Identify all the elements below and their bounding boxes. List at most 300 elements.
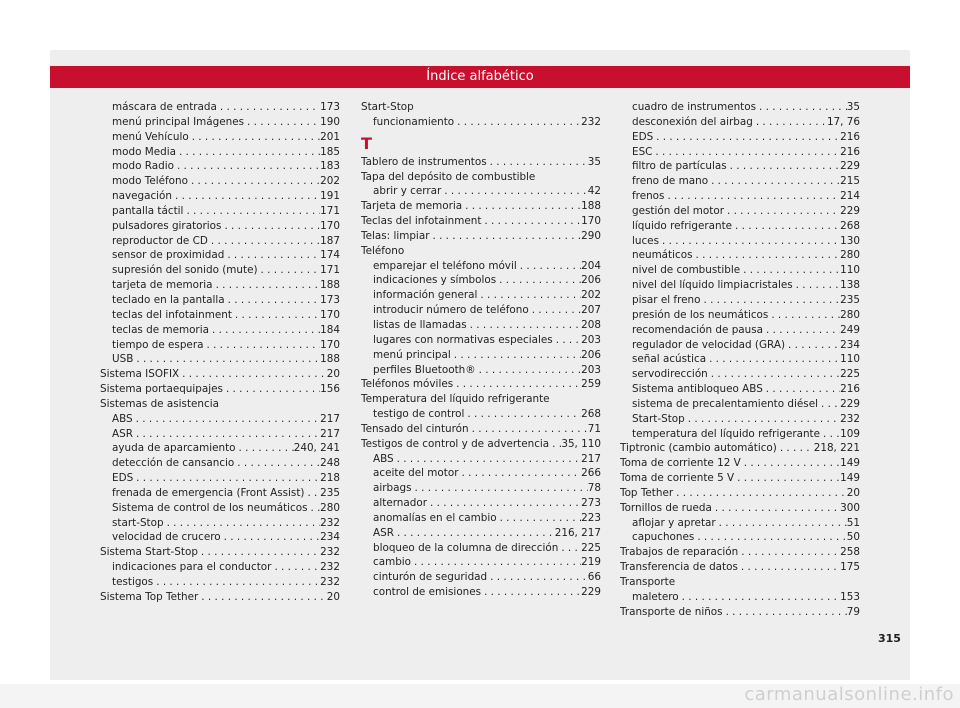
index-letter-heading: T (361, 133, 372, 153)
index-term: Top Tether (620, 486, 674, 499)
dot-leader (476, 363, 582, 378)
dot-leader (394, 526, 555, 541)
index-entry (100, 545, 340, 560)
index-term: Tornillos de rueda (620, 501, 712, 514)
page-reference: 225 (840, 368, 860, 381)
index-subentry (620, 189, 860, 204)
index-subentry (361, 511, 601, 526)
index-subentry (620, 248, 860, 263)
page-reference: 225 (581, 541, 601, 554)
index-term: frenos (632, 190, 665, 203)
index-subentry (100, 174, 340, 189)
page-reference: 110 (840, 353, 860, 366)
dot-leader (441, 184, 588, 199)
index-term: EDS (112, 472, 134, 485)
page-reference: 185 (320, 145, 340, 158)
index-entry (100, 367, 340, 382)
index-term: reproductor de CD (112, 234, 208, 247)
index-subentry (361, 184, 601, 199)
index-subentry (100, 486, 340, 501)
index-subentry (100, 575, 340, 590)
index-entry (620, 471, 860, 486)
index-subentry (361, 466, 601, 481)
index-term: presión de los neumáticos (632, 308, 769, 321)
index-entry (361, 377, 601, 392)
page-reference: 42 (587, 185, 601, 198)
index-term: modo Media (112, 145, 176, 158)
dot-leader (464, 407, 581, 422)
index-term: menú principal Imágenes (112, 115, 245, 128)
index-term: sensor de proximidad (112, 249, 225, 262)
page-reference: 149 (840, 472, 860, 485)
index-term: Start-Stop (632, 412, 685, 425)
dot-leader (694, 530, 846, 545)
dot-leader (133, 427, 320, 442)
page-reference: 170 (320, 338, 340, 351)
index-subentry (361, 348, 601, 363)
index-subentry (620, 367, 860, 382)
dot-leader (732, 219, 840, 234)
page-reference: 190 (320, 115, 340, 128)
index-subentry (361, 407, 601, 422)
page-reference: 232 (581, 115, 601, 128)
index-term: perfiles Bluetooth® (373, 363, 476, 376)
section-title: Índice alfabético (426, 69, 534, 84)
index-entry (620, 545, 860, 560)
dot-leader (734, 471, 840, 486)
watermark-bar (0, 684, 960, 708)
dot-leader (723, 605, 847, 620)
dot-leader (394, 452, 582, 467)
dot-leader (453, 377, 581, 392)
index-entry (620, 441, 860, 456)
index-term: detección de cansancio (112, 457, 235, 470)
index-term: Sistema antibloqueo ABS (632, 383, 763, 396)
index-term: Teclas del infotainment (361, 215, 482, 228)
dot-leader (221, 219, 320, 234)
index-term: pantalla táctil (112, 204, 184, 217)
dot-leader (553, 333, 581, 348)
page-reference: 171 (320, 264, 340, 277)
page-reference: 229 (840, 160, 860, 173)
index-term: funcionamiento (373, 115, 455, 128)
page-reference: 218 (320, 472, 340, 485)
index-subentry (361, 303, 601, 318)
index-subentry (100, 278, 340, 293)
page-reference: 219 (581, 556, 601, 569)
page-reference: 110 (840, 264, 860, 277)
index-subentry (620, 159, 860, 174)
dot-leader (653, 130, 840, 145)
index-subentry (100, 293, 340, 308)
page-reference: 215 (840, 175, 860, 188)
dot-leader (236, 441, 294, 456)
index-term: tarjeta de memoria (112, 279, 213, 292)
dot-leader (652, 145, 840, 160)
index-entry (620, 605, 860, 620)
index-term: teclado en la pantalla (112, 293, 225, 306)
page-reference: 216, 217 (554, 526, 601, 539)
index-subentry (361, 363, 601, 378)
index-term: ASR (112, 427, 133, 440)
index-term: ESC (632, 145, 653, 158)
index-term: cinturón de seguridad (373, 571, 488, 584)
page-reference: 280 (840, 308, 860, 321)
dot-leader (700, 293, 840, 308)
index-term: emparejar el teléfono móvil (373, 259, 517, 272)
index-subentry (361, 555, 601, 570)
index-term: señal acústica (632, 353, 707, 366)
page-reference: 188 (581, 200, 601, 213)
index-entry-heading: Tapa del depósito de combustible (361, 170, 536, 183)
dot-leader (209, 323, 320, 338)
watermark-text: carmanualsonline.info (744, 684, 954, 705)
dot-leader (412, 481, 588, 496)
index-term: servodirección (632, 368, 708, 381)
page-reference: 50 (846, 531, 860, 544)
page-reference: 51 (846, 516, 860, 529)
index-term: aflojar y apretar (632, 516, 716, 529)
index-subentry (100, 412, 340, 427)
dot-leader (429, 229, 581, 244)
index-term: recomendación de pausa (632, 323, 764, 336)
index-entry (361, 422, 601, 437)
dot-leader (304, 486, 320, 501)
index-subentry (620, 530, 860, 545)
page-reference: 273 (581, 497, 601, 510)
index-term: Telas: limpiar (361, 229, 430, 242)
page-reference: 188 (320, 279, 340, 292)
dot-leader (712, 501, 840, 516)
index-subentry (361, 259, 601, 274)
index-subentry (620, 234, 860, 249)
index-term: cambio (373, 556, 412, 569)
dot-leader (221, 530, 321, 545)
index-term: modo Teléfono (112, 175, 188, 188)
index-subentry (100, 159, 340, 174)
index-term: start-Stop (112, 516, 164, 529)
dot-leader (232, 308, 320, 323)
index-term: ayuda de aparcamiento (112, 442, 236, 455)
index-subentry (100, 471, 340, 486)
dot-leader (664, 189, 840, 204)
page-reference: 290 (581, 229, 601, 242)
page-reference: 191 (320, 190, 340, 203)
index-term: Trabajos de reparación (620, 546, 739, 559)
page-reference: 216 (840, 145, 860, 158)
index-subentry (100, 145, 340, 160)
index-subentry (620, 219, 860, 234)
dot-leader (164, 516, 321, 531)
page-reference: 170 (581, 215, 601, 228)
page-reference: 71 (587, 422, 601, 435)
page-reference: 234 (840, 338, 860, 351)
page-reference: 202 (581, 289, 601, 302)
page-reference: 232 (320, 516, 340, 529)
page-reference: 232 (320, 561, 340, 574)
index-term: temperatura del líquido refrigerante (632, 427, 821, 440)
index-subentry (361, 333, 601, 348)
index-term: airbags (373, 482, 412, 495)
page-reference: 206 (581, 348, 601, 361)
page-reference: 248 (320, 457, 340, 470)
index-term: menú principal (373, 348, 451, 361)
index-subentry (100, 189, 340, 204)
dot-leader (724, 204, 840, 219)
page-reference: 138 (840, 279, 860, 292)
index-subentry (620, 516, 860, 531)
dot-leader (198, 590, 326, 605)
page-reference: 35 (587, 155, 601, 168)
page-reference: 173 (320, 101, 340, 113)
index-term: neumáticos (632, 249, 693, 262)
index-term: teclas de memoria (112, 323, 209, 336)
index-term: navegación (112, 190, 172, 203)
dot-leader (481, 214, 581, 229)
dot-leader (793, 278, 841, 293)
dot-leader (487, 155, 588, 170)
index-subentry (100, 456, 340, 471)
dot-leader (740, 263, 840, 278)
dot-leader (818, 397, 840, 412)
index-term: supresión del sonido (mute) (112, 264, 258, 277)
page-reference: 149 (840, 457, 860, 470)
page-reference: 235 (320, 486, 340, 499)
index-entry (620, 486, 860, 501)
page-reference: 204 (581, 259, 601, 272)
index-term: pisar el freno (632, 293, 701, 306)
dot-leader (685, 412, 840, 427)
index-term: control de emisiones (373, 586, 482, 599)
index-term: indicaciones para el conductor (112, 561, 272, 574)
dot-leader (763, 323, 840, 338)
page-reference: 174 (320, 249, 340, 262)
dot-leader (756, 100, 847, 115)
index-term: filtro de partículas (632, 160, 727, 173)
page-reference: 259 (581, 378, 601, 391)
dot-leader (451, 348, 581, 363)
page-reference: 249 (840, 323, 860, 336)
page-reference: 17, 76 (826, 115, 860, 128)
index-entry-heading: Teléfono (361, 244, 405, 257)
page-reference: 206 (581, 274, 601, 287)
page-reference: 300 (840, 501, 860, 514)
dot-leader (727, 159, 840, 174)
index-subentry (100, 352, 340, 367)
index-subentry (620, 382, 860, 397)
page-reference: 208 (581, 318, 601, 331)
page-reference: 20 (326, 368, 340, 381)
index-subentry (620, 397, 860, 412)
page-reference: 35 (846, 101, 860, 113)
dot-leader (763, 382, 840, 397)
page-reference: 66 (587, 571, 601, 584)
dot-leader (469, 422, 588, 437)
page-reference: 109 (840, 427, 860, 440)
page-reference: 173 (320, 293, 340, 306)
index-subentry (620, 263, 860, 278)
page-reference: 268 (840, 219, 860, 232)
page-reference: 184 (320, 323, 340, 336)
index-entry-heading: Start-Stop (361, 101, 414, 113)
index-term: introducir número de teléfono (373, 304, 529, 317)
page-reference: 217 (320, 412, 340, 425)
index-term: Sistema de control de los neumáticos (112, 501, 308, 514)
index-entry-heading: Transporte (620, 576, 676, 588)
index-subentry (620, 323, 860, 338)
dot-leader (258, 263, 321, 278)
index-subentry (361, 452, 601, 467)
page-reference: 207 (581, 304, 601, 317)
index-term: ASR (373, 526, 394, 539)
dot-leader (549, 437, 561, 452)
index-term: EDS (632, 130, 654, 143)
index-term: máscara de entrada (112, 101, 217, 113)
index-term: menú Vehículo (112, 130, 189, 143)
index-subentry (100, 130, 340, 145)
index-term: velocidad de crucero (112, 531, 221, 544)
dot-leader (496, 273, 581, 288)
page-reference: 153 (840, 590, 860, 603)
dot-leader (213, 278, 321, 293)
index-term: gestión del motor (632, 204, 724, 217)
index-subentry (100, 516, 340, 531)
dot-leader (225, 293, 320, 308)
index-term: luces (632, 234, 659, 247)
index-term: Tablero de instrumentos (361, 155, 487, 168)
dot-leader (133, 471, 320, 486)
index-column-3 (620, 100, 860, 620)
dot-leader (820, 427, 840, 442)
index-subentry (361, 318, 601, 333)
index-term: abrir y cerrar (373, 185, 442, 198)
page-reference: 183 (320, 160, 340, 173)
index-subentry (361, 570, 601, 585)
dot-leader (459, 466, 582, 481)
index-subentry (361, 496, 601, 511)
page-number: 315 (878, 632, 901, 645)
dot-leader (271, 560, 320, 575)
dot-leader (716, 516, 847, 531)
index-entry (361, 199, 601, 214)
dot-leader (558, 541, 581, 556)
page-reference: 223 (581, 511, 601, 524)
dot-leader (176, 145, 320, 160)
dot-leader (738, 560, 840, 575)
dot-leader (741, 456, 840, 471)
index-subentry (100, 338, 340, 353)
index-term: nivel del líquido limpiacristales (632, 279, 793, 292)
page-reference: 240, 241 (293, 442, 340, 455)
dot-leader (753, 115, 827, 130)
index-entry-heading: Sistemas de asistencia (100, 397, 219, 410)
dot-leader (785, 338, 840, 353)
dot-leader (172, 189, 320, 204)
index-subentry (620, 412, 860, 427)
page-reference: 232 (320, 546, 340, 559)
page-reference: 156 (320, 383, 340, 396)
index-term: USB (112, 353, 134, 366)
page-reference: 202 (320, 175, 340, 188)
dot-leader (706, 352, 840, 367)
index-term: desconexión del airbag (632, 115, 753, 128)
dot-leader (133, 412, 321, 427)
index-term: frenada de emergencia (Front Assist) (112, 486, 305, 499)
dot-leader (467, 318, 582, 333)
index-entry (361, 214, 601, 229)
index-subentry (100, 323, 340, 338)
index-term: teclas del infotainment (112, 308, 232, 321)
index-subentry (620, 130, 860, 145)
index-subentry (100, 248, 340, 263)
index-term: Transferencia de datos (620, 561, 738, 574)
page-reference: 79 (846, 605, 860, 618)
page-reference: 20 (326, 590, 340, 603)
index-term: líquido refrigerante (632, 219, 733, 232)
dot-leader (738, 545, 840, 560)
index-subentry (620, 115, 860, 130)
index-entry-heading: Temperatura del líquido refrigerante (361, 393, 550, 406)
index-term: Sistema ISOFIX (100, 368, 180, 381)
dot-leader (454, 115, 581, 130)
index-column-2 (361, 100, 601, 600)
page-reference: 78 (587, 482, 601, 495)
dot-leader (217, 100, 320, 115)
index-term: indicaciones y símbolos (373, 274, 497, 287)
index-entry (620, 560, 860, 575)
dot-leader (179, 367, 327, 382)
index-term: lugares con normativas especiales (373, 333, 553, 346)
index-term: bloqueo de la columna de dirección (373, 541, 559, 554)
index-term: Tensado del cinturón (361, 422, 469, 435)
index-term: modo Radio (112, 160, 174, 173)
dot-leader (183, 204, 320, 219)
index-term: Tiptronic (cambio automático) (620, 442, 777, 455)
index-term: Sistema portaequipajes (100, 383, 223, 396)
index-subentry (100, 530, 340, 545)
page-reference: 229 (581, 586, 601, 599)
dot-leader (427, 496, 581, 511)
index-subentry (100, 219, 340, 234)
index-term: regulador de velocidad (GRA) (632, 338, 786, 351)
index-term: capuchones (632, 531, 695, 544)
dot-leader (708, 174, 840, 189)
index-subentry (361, 526, 601, 541)
index-term: testigo de control (373, 408, 465, 421)
page-reference: 188 (320, 353, 340, 366)
dot-leader (673, 486, 847, 501)
index-term: tiempo de espera (112, 338, 204, 351)
index-subentry (620, 338, 860, 353)
index-entry (620, 456, 860, 471)
page-reference: 266 (581, 467, 601, 480)
index-term: anomalías en el cambio (373, 511, 497, 524)
index-term: Sistema Top Tether (100, 590, 199, 603)
page-reference: 229 (840, 397, 860, 410)
index-subentry (620, 204, 860, 219)
page-reference: 234 (320, 531, 340, 544)
page-reference: 35, 110 (561, 437, 601, 450)
page-reference: 217 (320, 427, 340, 440)
index-subentry (361, 585, 601, 600)
dot-leader (189, 130, 320, 145)
index-subentry (620, 100, 860, 115)
index-term: Teléfonos móviles (361, 378, 454, 391)
dot-leader (308, 501, 321, 516)
page-reference: 187 (320, 234, 340, 247)
page-reference: 232 (320, 576, 340, 588)
dot-leader (188, 174, 320, 189)
